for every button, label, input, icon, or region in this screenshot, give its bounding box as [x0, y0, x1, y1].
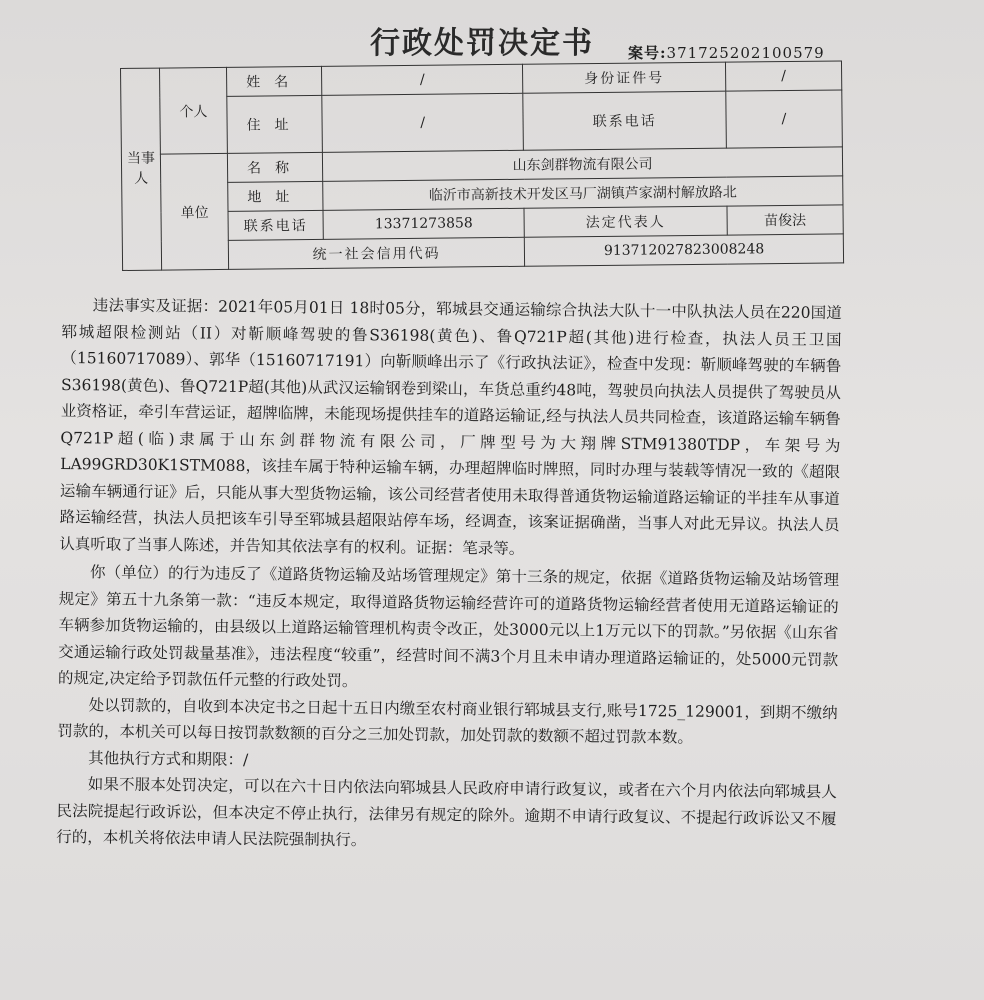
- individual-name-label: 姓名: [226, 66, 321, 96]
- other-execution-paragraph: 其他执行方式和期限：/: [88, 748, 249, 769]
- unit-address-value: 临沂市高新技术开发区马厂湖镇芦家湖村解放路北: [323, 176, 843, 210]
- unit-legal-rep-label: 法定代表人: [524, 206, 727, 237]
- appeal-paragraph: 如果不服本处罚决定，可以在六十日内依法向郓城县人民政府申请行政复议，或者在六个月内依法向郓城县人民法院提起行政诉讼，但本决定不停止执行，法律另有规定的除外。逾期不申请行政复议、不提起行政诉讼又不履行的，本机关将依法申请人民法院强制执行。: [56, 775, 837, 850]
- party-info-table: [120, 60, 844, 271]
- individual-phone-value: /: [726, 90, 843, 148]
- individual-id-label: 身份证件号: [523, 62, 726, 93]
- facts-paragraph: 违法事实及证据：2021年05月01日 18时05分，郓城县交通运输综合执法大队十一中队执法人员在220国道郓城超限检测站（II）对靳顺峰驾驶的鲁S36198(黄色)、鲁Q721P超(其他)进行检查，执法人员王卫国（15160717089）、郭华（15160717191）向靳顺峰出示了《行政执法证》，检查中发现：靳顺峰驾驶的车辆鲁S36198(黄色)、鲁Q721P超(其他)从武汉运输钢卷到梁山，车货总重约48吨，驾驶员向执法人员提供了驾驶员从业资格证，牵引车营运证，超牌临牌，未能现场提供挂车的道路运输证,经与执法人员共同检查，该道路运输车辆鲁Q721P超(临)隶属于山东剑群物流有限公司，厂牌型号为大翔牌STM91380TDP，车架号为LA99GRD30K1STM088，该挂车属于特种运输车辆，办理超牌临时牌照，同时办理与装载等情况一致的《超限运输车辆通行证》后，只能从事大型货物运输，该公司经营者使用未取得普通货物运输道路运输证的半挂车从事道路运输经营，执法人员把该车引导至郓城县超限站停车场，经调查，该案证据确凿，当事人对此无异议。执法人员认真听取了当事人陈述，并告知其依法享有的权利。证据：笔录等。: [59, 296, 842, 558]
- violation-paragraph: 你（单位）的行为违反了《道路货物运输及站场管理规定》第十三条的规定，依据《道路货物运输及站场管理规定》第五十九条第一款：“违反本规定，取得道路货物运输经营许可的道路货物运输经营者使用无道路运输证的车辆参加货物运输的，由县级以上道路运输管理机构责令改正，处3000元以上1万元以下的罚款。”另依据《山东省交通运输行政处罚裁量基准》，违法程度“较重”，经营时间不满3个月且未申请办理道路运输证的，处5000元罚款的规定,决定给予罚款伍仟元整的行政处罚。: [57, 563, 840, 691]
- individual-address-value: /: [322, 93, 524, 152]
- case-number: [628, 42, 825, 63]
- case-number-label: 案号:: [628, 44, 667, 62]
- decision-body: [56, 292, 842, 859]
- party-section-label: 当事人: [121, 68, 162, 270]
- payment-paragraph: 处以罚款的，自收到本决定书之日起十五日内缴至农村商业银行郓城县支行,账号1725_129001，到期不缴纳罚款的，本机关可以每日按罚款数额的百分之三加处罚款，加处罚款的数额不超过罚款本数。: [57, 695, 838, 747]
- unit-address-label: 地址: [228, 181, 323, 211]
- individual-name-value: /: [321, 64, 523, 95]
- individual-id-value: /: [725, 61, 841, 91]
- individual-phone-label: 联系电话: [523, 91, 726, 150]
- document-title: 行政处罚决定书: [370, 26, 594, 61]
- individual-group-label: 个人: [160, 67, 228, 154]
- unit-credit-code-label: 统一社会信用代码: [228, 237, 525, 269]
- individual-address-label: 住址: [227, 95, 323, 153]
- unit-phone-label: 联系电话: [228, 210, 323, 240]
- unit-name-label: 名称: [227, 152, 322, 182]
- unit-group-label: 单位: [160, 153, 228, 270]
- unit-legal-rep-value: 苗俊法: [727, 205, 843, 235]
- unit-phone-value: 13371273858: [323, 208, 525, 239]
- unit-credit-code-value: 91371202782300824​8: [525, 234, 844, 266]
- case-number-value: 371725202100579: [666, 44, 825, 62]
- unit-name-value: 山东剑群物流有限公司: [322, 147, 842, 181]
